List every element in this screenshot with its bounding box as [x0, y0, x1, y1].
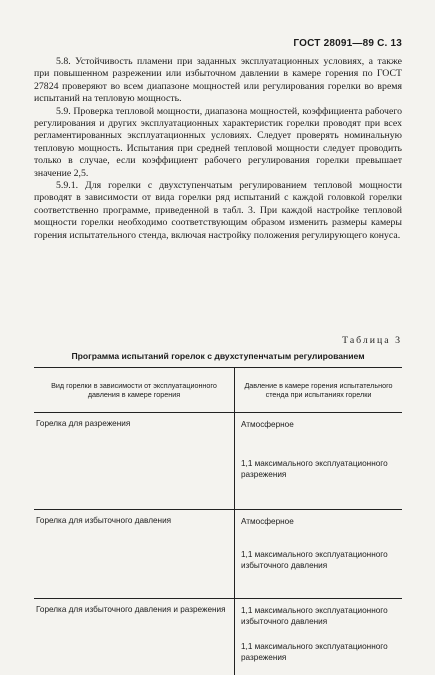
burner-type-cell: Горелка для избыточного давления	[34, 510, 235, 599]
conditions-cell	[235, 413, 403, 510]
table-row	[34, 413, 402, 510]
test-program-table	[34, 367, 402, 675]
burner-type-cell: Горелка для избыточного давления и разрежения	[34, 599, 235, 675]
conditions-cell	[235, 510, 403, 599]
body-text	[34, 56, 402, 242]
condition-item: Атмосферное	[241, 413, 402, 430]
condition-item: 1,1 максимального эксплуатационного разрежения	[241, 452, 402, 480]
condition-item: 1,1 максимального эксплуатационного разрежения	[241, 635, 402, 663]
table-caption: Программа испытаний горелок с двухступенчатым регулированием	[34, 351, 402, 361]
condition-item: 1,1 максимального эксплуатационного избыточного давления	[241, 599, 402, 627]
paragraph-5-8: 5.8. Устойчивость пламени при заданных эксплуатационных условиях, а также при повышенном разрежении или избыточном давлении в камере горения по ГОСТ 27824 проверяют во всем диапазоне мощностей или регулирования горелки во время испытаний на тепловую мощность.	[34, 56, 402, 106]
condition-item: Атмосферное	[241, 510, 402, 527]
page-header: ГОСТ 28091—89 С. 13	[293, 38, 402, 49]
column-header-chamber-pressure: Давление в камере горения испытательного стенда при испытаниях горелки	[235, 368, 403, 413]
table-number: Таблица 3	[342, 335, 402, 346]
condition-item: 1,1 максимального эксплуатационного избыточного давления	[241, 543, 402, 571]
paragraph-5-9: 5.9. Проверка тепловой мощности, диапазона мощностей, коэффициента рабочего регулирования и других эксплуатационных характеристик горелки проводят при всех регламентированных эксплуатационных условиях. Следует проверять номинальную тепловую мощность. Испытания при средней тепловой мощности следует проводить только в случае, если коэффициент рабочего регулирования горелки превышает значение 2,5.	[34, 106, 402, 180]
conditions-cell	[235, 599, 403, 675]
burner-type-cell: Горелка для разрежения	[34, 413, 235, 510]
table-row	[34, 599, 402, 675]
column-header-burner-type: Вид горелки в зависимости от эксплуатационного давления в камере горения	[34, 368, 235, 413]
paragraph-5-9-1: 5.9.1. Для горелки с двухступенчатым регулированием тепловой мощности проводят в зависимости от вида горелки ряд испытаний с каждой головкой горелки соответственно программе, приведенной в табл. 3. При каждой настройке тепловой мощности горелки необходимо соответствующим образом изменить размеры камеры горения испытательного стенда, включая настройку положения регулирующего конуса.	[34, 180, 402, 242]
table-row	[34, 510, 402, 599]
